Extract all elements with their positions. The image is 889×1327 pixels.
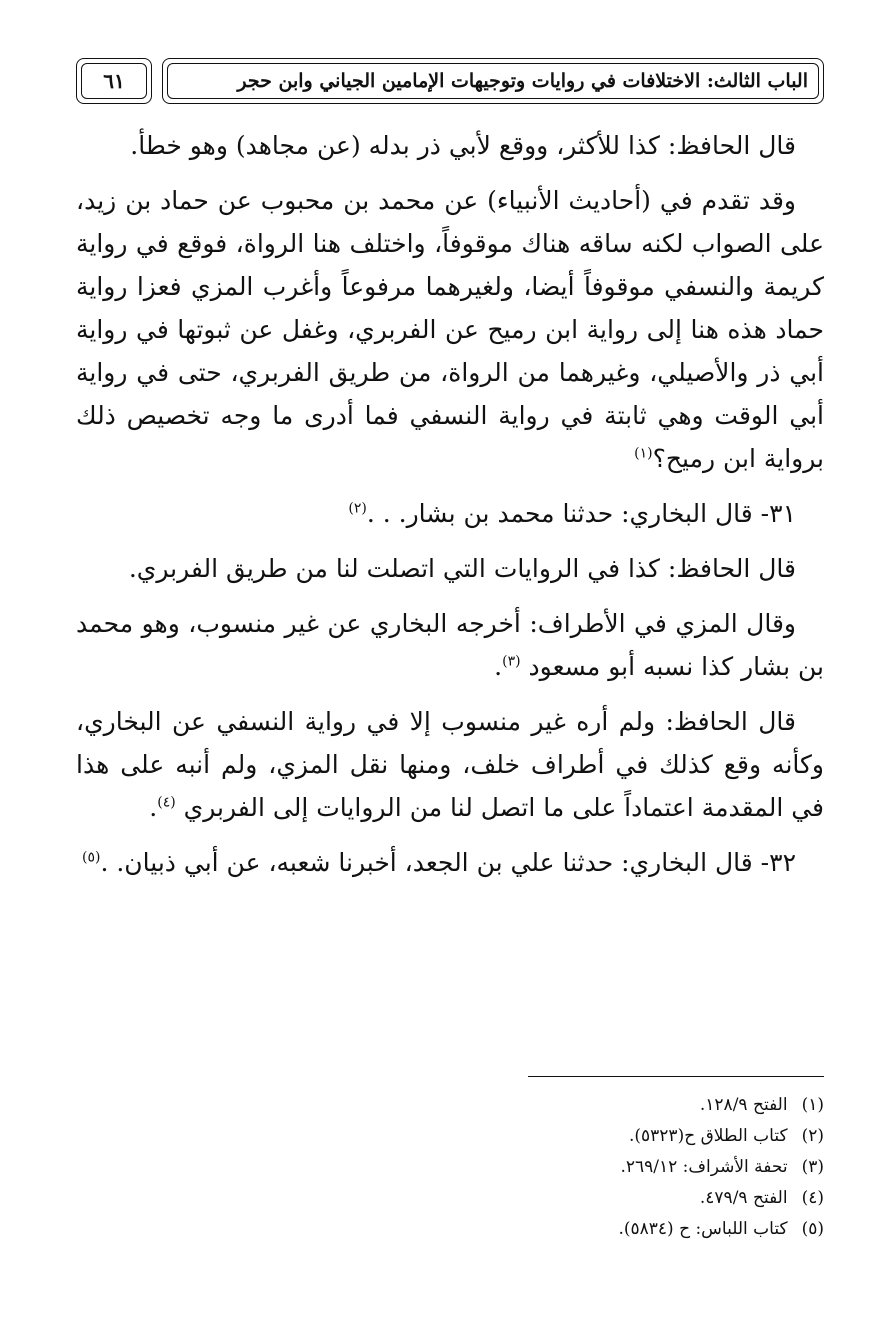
footnote-ref: (٢) [348, 500, 367, 517]
footnote-ref: (٣) [502, 653, 521, 670]
page-number-frame [76, 58, 152, 104]
footnote: (٢) كتاب الطلاق ح(٥٣٢٣). [628, 1126, 824, 1146]
paragraph: وقال المزي في الأطراف: أخرجه البخاري عن غير منسوب، وهو محمد بن بشار كذا نسبه أبو مسعود $^{(٣)}$. [76, 609, 824, 681]
footnote: (٣) تحفة الأشراف: ٢٦٩/١٢. [620, 1157, 824, 1177]
chapter-title: الباب الثالث: الاختلافات في روايات وتوجيهات الإمامين الجياني وابن حجر [167, 63, 819, 99]
chapter-title-frame [162, 58, 824, 104]
paragraph: قال الحافظ: ولم أره غير منسوب إلا في رواية النسفي عن البخاري، وكأنه وقع كذلك في أطراف خلف، ومنها نقل المزي، ولم أنبه على هذا في المقدمة اعتماداً على ما اتصل لنا من الروايات إلى الفربري $^{(٤)}$. [76, 707, 824, 822]
footnote: (٥) كتاب اللباس: ح (٥٨٣٤). [618, 1219, 824, 1239]
main-text [76, 124, 824, 896]
footnote: (١) الفتح ١٢٨/٩. [699, 1095, 824, 1115]
page-header [76, 58, 824, 106]
footnote-ref: (٥) [82, 849, 101, 866]
paragraph: قال الحافظ: كذا في الروايات التي اتصلت لنا من طريق الفربري. [128, 554, 796, 583]
page-number: ٦١ [81, 63, 147, 99]
footnote: (٤) الفتح ٤٧٩/٩. [699, 1188, 824, 1208]
footnote-ref: (٤) [157, 794, 176, 811]
paragraph: قال الحافظ: كذا للأكثر، ووقع لأبي ذر بدله (عن مجاهد) وهو خطأ. [130, 131, 796, 160]
paragraph: وقد تقدم في (أحاديث الأنبياء) عن محمد بن محبوب عن حماد بن زيد، على الصواب لكنه ساقه هناك موقوفاً، واختلف هنا الرواة، فوقع في رواية كريمة والنسفي موقوفاً أيضا، ولغيرهما مرفوعاً وأغرب المزي فعزا رواية حماد هذه هنا إلى رواية ابن رميح عن الفربري، وغفل عن ثبوتها في رواية أبي ذر والأصيلي، وغيرهما من الرواة، من طريق الفربري، حتى في رواية أبي الوقت وهي ثابتة في رواية النسفي فما أدرى ما وجه تخصيص ذلك برواية ابن رميح؟$^{(١)}$ [76, 186, 824, 473]
hadith-entry: ٣٢- قال البخاري: حدثنا علي بن الجعد، أخبرنا شعبه، عن أبي ذبيان. .$^{(٥)}$ [82, 848, 796, 877]
footnotes [76, 1090, 824, 1245]
hadith-entry: ٣١- قال البخاري: حدثنا محمد بن بشار. . .$^{(٢)}$ [348, 499, 796, 528]
footnote-ref: (١) [634, 445, 653, 462]
footnote-divider [528, 1076, 824, 1077]
